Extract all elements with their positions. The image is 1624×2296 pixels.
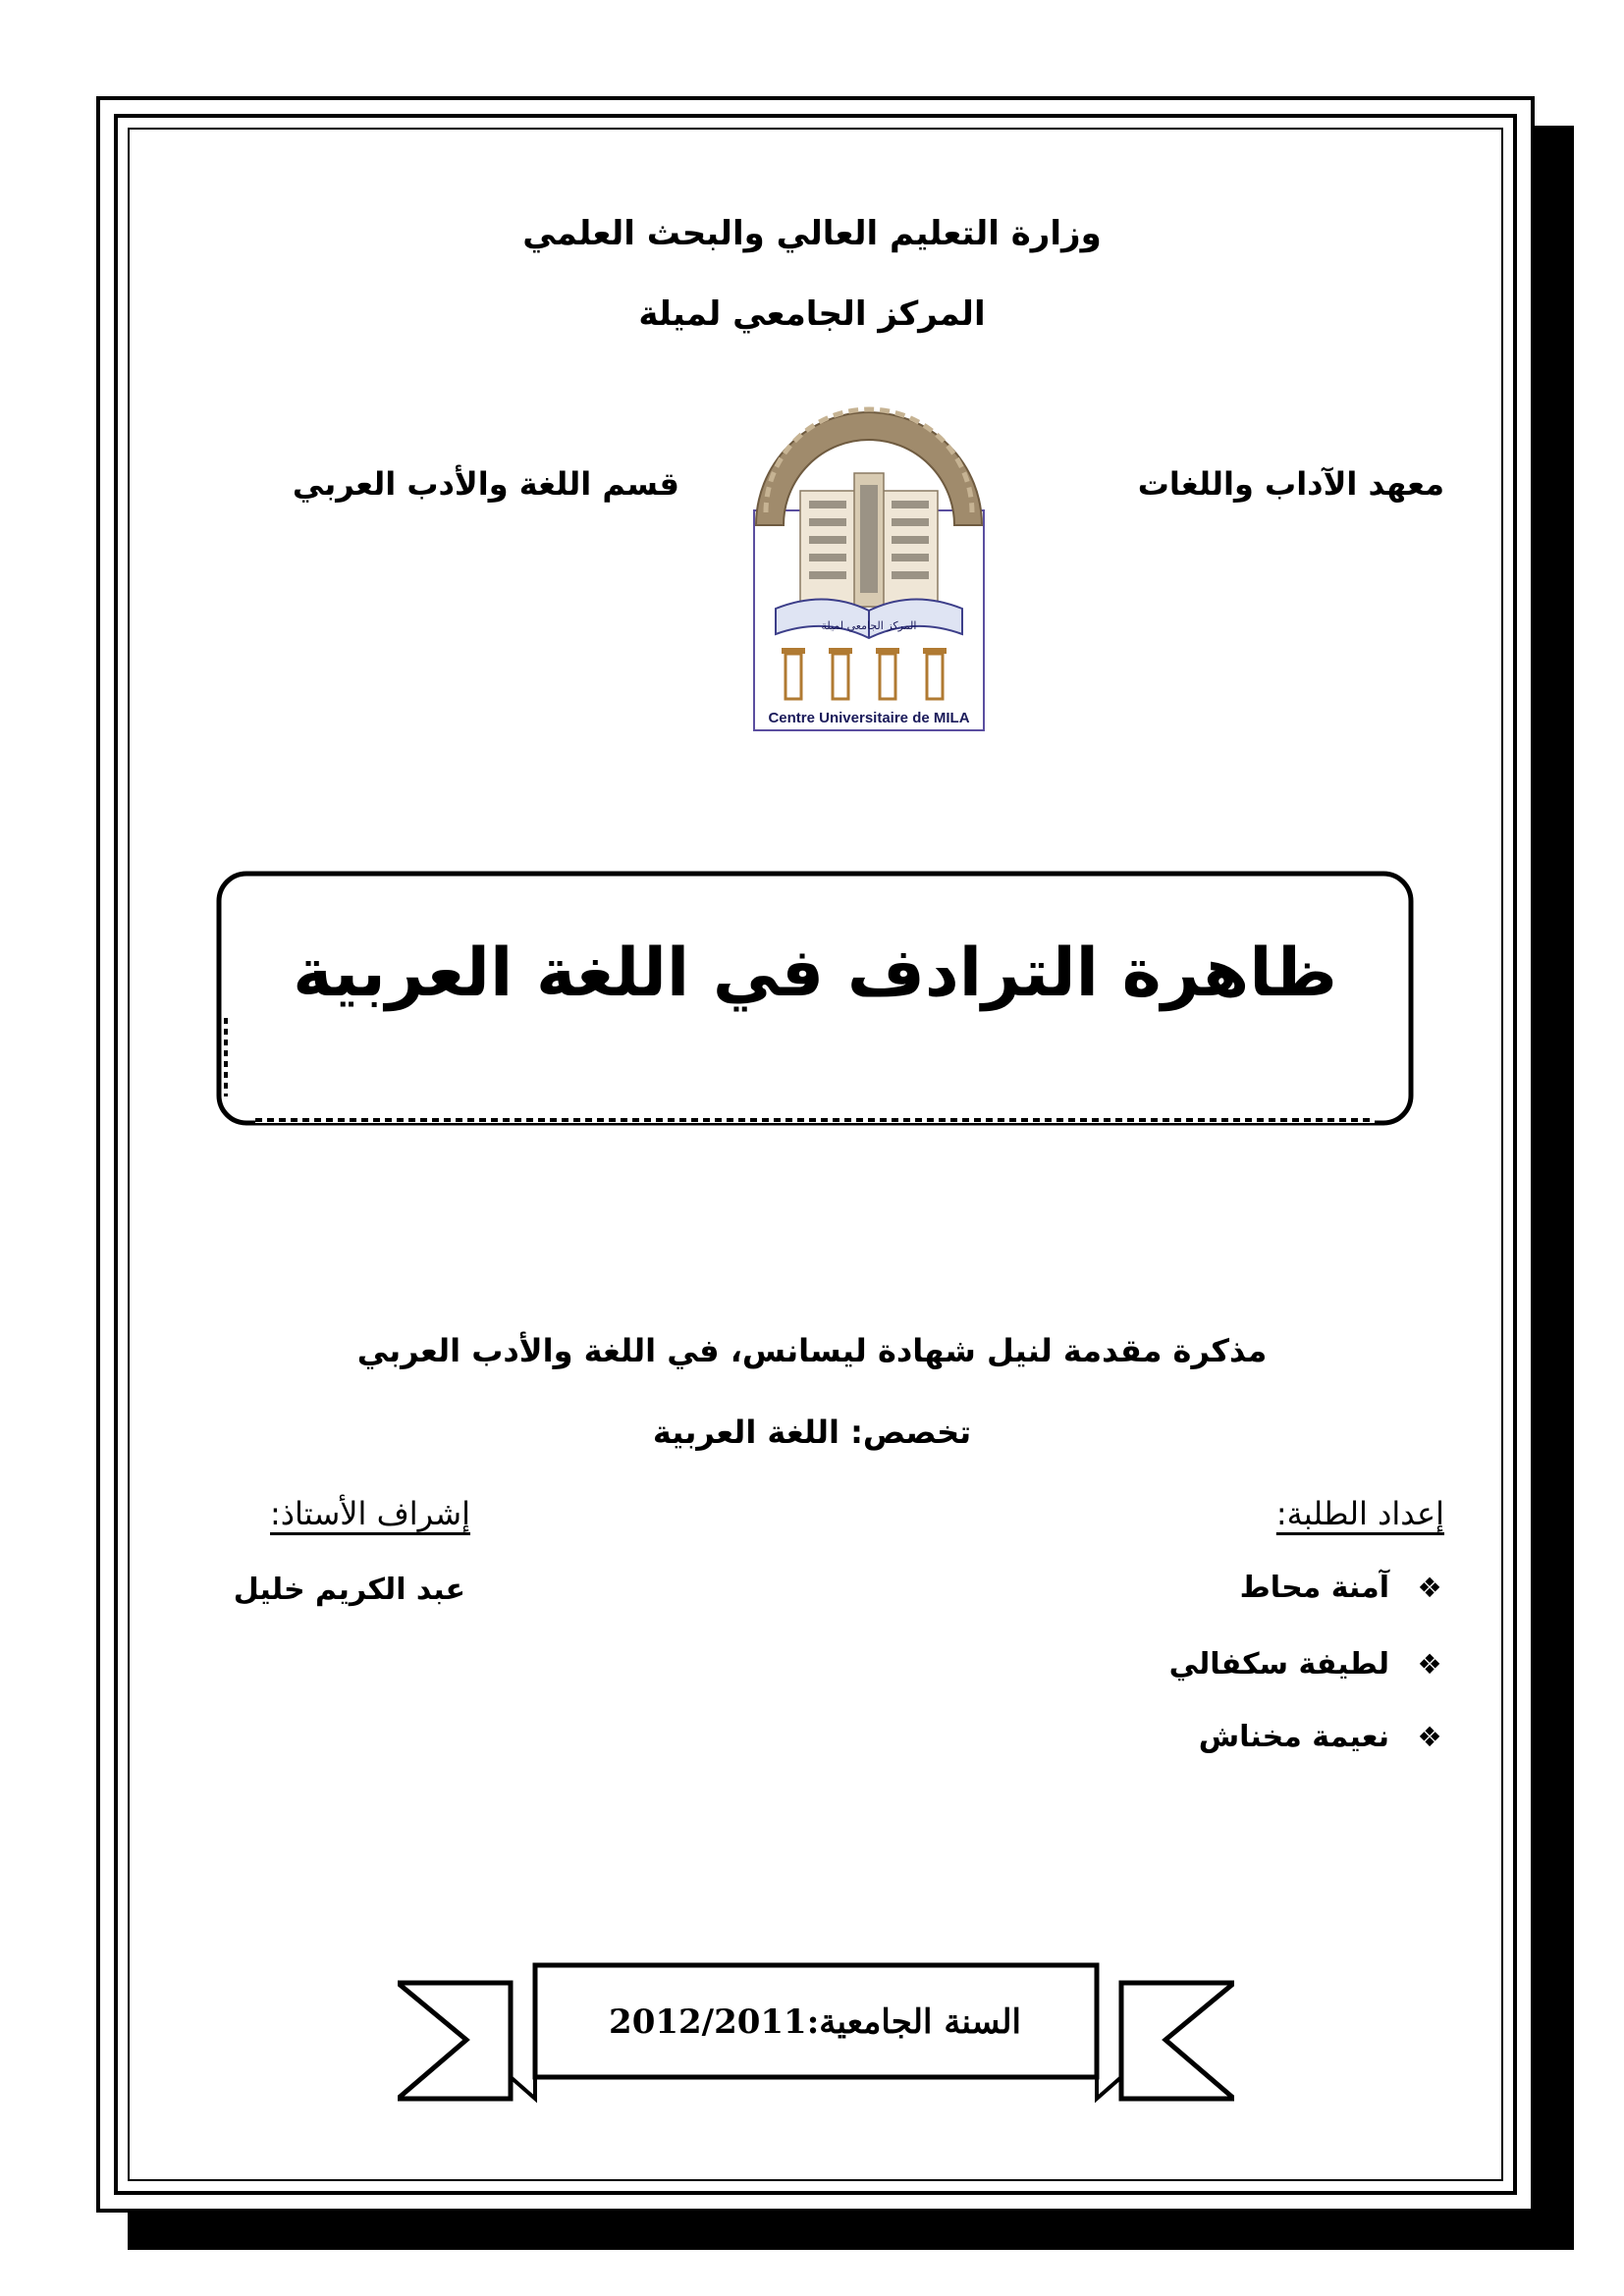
student-name: لطيفة سكفالي (1168, 1647, 1389, 1682)
student-name: آمنة محاط (1239, 1571, 1389, 1605)
university-logo (746, 402, 992, 734)
ministry-heading: وزارة التعليم العالي والبحث العلمي (522, 214, 1102, 253)
student-item (1199, 1720, 1444, 1754)
diamond-bullet-icon: ❖ (1417, 1721, 1442, 1753)
student-item (1240, 1571, 1444, 1605)
supervisor-name: عبد الكريم خليل (233, 1573, 465, 1607)
student-name: نعيمة مخناش (1198, 1720, 1389, 1754)
supervisor-label: إشراف الأستاذ: (270, 1495, 470, 1532)
students-label: إعداد الطلبة: (1275, 1495, 1444, 1532)
specialization: تخصص: اللغة العربية (652, 1414, 972, 1451)
academic-year: السنة الجامعية:2012/2011 (609, 2002, 1021, 2042)
diamond-bullet-icon: ❖ (1417, 1572, 1442, 1604)
logo-arabic-text: المركز الجامعي لميلة (821, 619, 917, 632)
institute-label: معهد الآداب واللغات (1137, 465, 1444, 503)
department-label: قسم اللغة والأدب العربي (292, 465, 679, 503)
student-item (1169, 1647, 1444, 1682)
memo-description: مذكرة مقدمة لنيل شهادة ليسانس، في اللغة والأدب العربي (356, 1332, 1268, 1369)
thesis-title: ظاهرة الترادف في اللغة العربية (293, 934, 1337, 1012)
university-center-heading: المركز الجامعي لميلة (638, 294, 986, 334)
logo-caption: Centre Universitaire de MILA (768, 710, 970, 726)
diamond-bullet-icon: ❖ (1417, 1648, 1442, 1681)
